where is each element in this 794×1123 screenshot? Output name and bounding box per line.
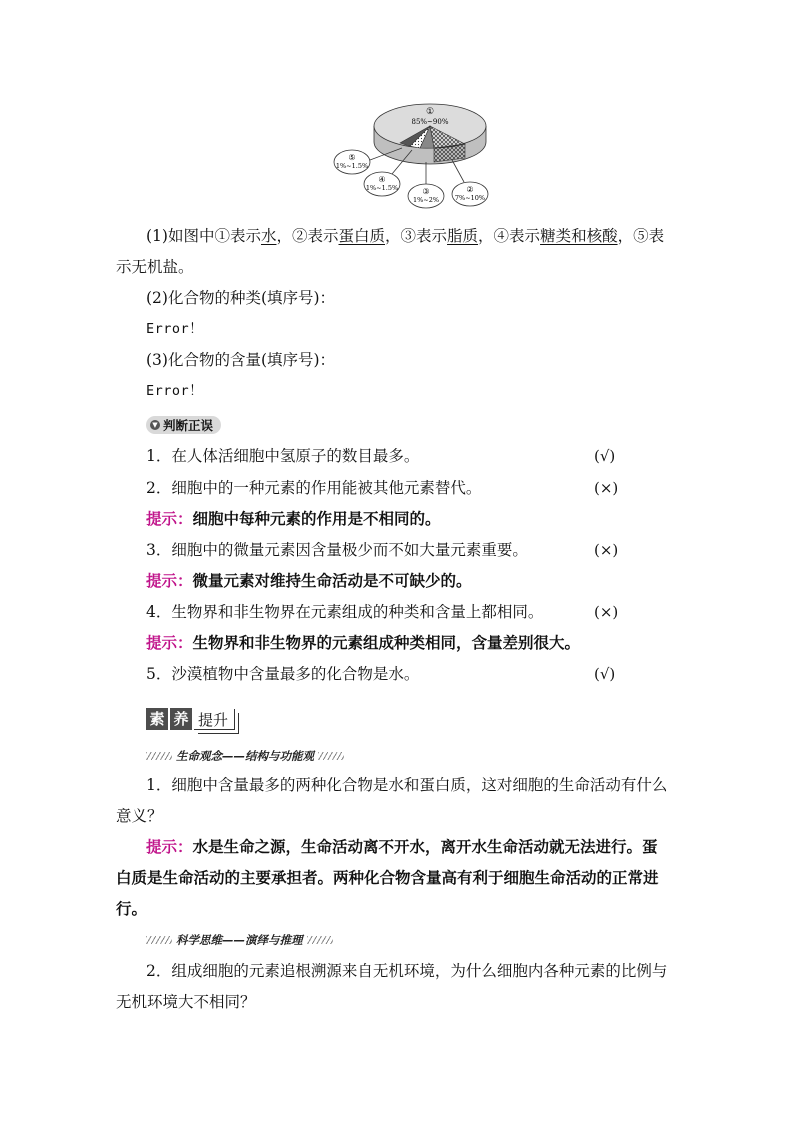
hint-text: 细胞中每种元素的作用是不相同的。: [192, 509, 441, 528]
question-2-line-1: 2．组成细胞的元素追根溯源来自无机环境，为什么细胞内各种元素的比例与: [146, 962, 668, 980]
answer-lipid: 脂质: [447, 227, 479, 245]
answer-1-line-1: [146, 837, 658, 857]
paragraph-1-line-2: 示无机盐。: [116, 258, 194, 276]
banner-char-1: 素: [146, 708, 168, 730]
question-2-line-2: 无机环境大不相同？: [116, 993, 256, 1011]
answer-water: 水: [260, 227, 277, 245]
p1-text-d: ，④表示: [478, 227, 541, 245]
compound-pie-chart: [330, 98, 510, 210]
pie-label-5-range: 1%~1.5%: [335, 162, 369, 170]
answer-protein: 蛋白质: [338, 227, 386, 245]
pie-label-4-num: ④: [378, 175, 386, 184]
judge-mark-3: (×): [594, 541, 619, 559]
judge-mark-5: (√): [594, 665, 616, 683]
judge-hint-2: [146, 509, 441, 529]
section-heading-2: [146, 932, 333, 948]
pie-label-3-range: 1%~2%: [412, 196, 440, 204]
judge-section-badge: [146, 416, 221, 434]
chevron-down-icon: ▼: [150, 420, 160, 430]
pie-chart-svg: [330, 98, 510, 210]
p1-text-b: ，②表示: [276, 227, 339, 245]
decor-slashes-left: [146, 752, 172, 760]
judge-item-5: 5．沙漠植物中含量最多的化合物是水。: [146, 665, 420, 683]
pie-label-1-range: 85%~90%: [411, 118, 449, 126]
pie-label-3-num: ③: [422, 187, 430, 196]
pie-label-2-range: 7%~10%: [454, 194, 486, 202]
paragraph-3-error: Error！: [146, 383, 204, 399]
section-1-title: 生命观念——结构与功能观: [176, 749, 314, 763]
answer-1-line-2: 白质是生命活动的主要承担者。两种化合物含量高有利于细胞生命活动的正常进: [116, 868, 659, 887]
answer-1-text-1: 水是生命之源，生命活动离不开水，离开水生命活动就无法进行。蛋: [192, 837, 658, 856]
pie-label-2-num: ②: [466, 185, 474, 194]
banner-char-2: 养: [170, 708, 192, 730]
paragraph-1-line-1: [146, 226, 664, 246]
judge-item-1: 1．在人体活细胞中氢原子的数目最多。: [146, 447, 420, 465]
decor-slashes-left: [146, 936, 172, 944]
judge-item-2: 2．细胞中的一种元素的作用能被其他元素替代。: [146, 479, 482, 497]
judge-mark-2: (×): [594, 479, 619, 497]
literacy-banner: [146, 704, 235, 730]
p1-text-c: ，③表示: [385, 227, 448, 245]
p1-text-a: (1)如图中①表示: [146, 227, 261, 245]
section-heading-1: [146, 748, 344, 764]
judge-hint-3: [146, 571, 472, 591]
section-2-title: 科学思维——演绎与推理: [176, 933, 303, 947]
judge-mark-4: (×): [594, 603, 619, 621]
banner-rest: 提升: [194, 709, 235, 730]
question-1-line-1: 1．细胞中含量最多的两种化合物是水和蛋白质，这对细胞的生命活动有什么: [146, 776, 668, 794]
paragraph-2: (2)化合物的种类(填序号)：: [146, 289, 336, 307]
judge-item-4: 4．生物界和非生物界在元素组成的种类和含量上都相同。: [146, 603, 544, 621]
decor-slashes-right: [307, 936, 333, 944]
paragraph-3: (3)化合物的含量(填序号)：: [146, 351, 336, 369]
answer-1-line-3: 行。: [116, 899, 148, 918]
judge-item-3: 3．细胞中的微量元素因含量极少而不如大量元素重要。: [146, 541, 528, 559]
hint-label: 提示：: [146, 509, 193, 528]
hint-label: 提示：: [146, 837, 193, 856]
judge-title: 判断正误: [163, 418, 214, 433]
pie-label-1-num: ①: [425, 107, 435, 117]
hint-text: 微量元素对维持生命活动是不可缺少的。: [192, 571, 472, 590]
pie-label-4-range: 1%~1.5%: [365, 184, 399, 192]
judge-mark-1: (√): [594, 447, 616, 465]
pie-label-5-num: ⑤: [348, 153, 356, 162]
question-1-line-2: 意义？: [116, 807, 163, 825]
hint-text: 生物界和非生物界的元素组成种类相同，含量差别很大。: [192, 633, 581, 652]
hint-label: 提示：: [146, 633, 193, 652]
judge-hint-4: [146, 633, 580, 653]
paragraph-2-error: Error！: [146, 321, 204, 337]
hint-label: 提示：: [146, 571, 193, 590]
p1-text-e: ，⑤表: [617, 227, 665, 245]
decor-slashes-right: [318, 752, 344, 760]
answer-sugar-nucleic: 糖类和核酸: [540, 227, 618, 245]
